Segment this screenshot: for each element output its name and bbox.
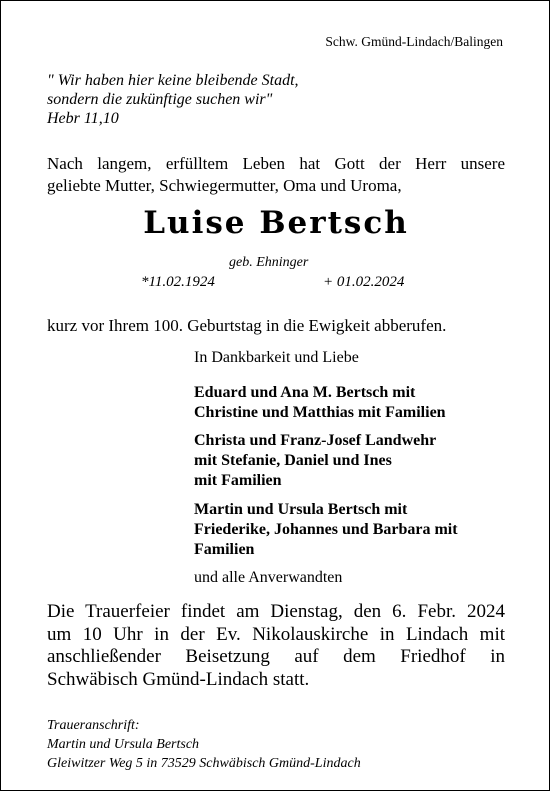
intro-line-2: geliebte Mutter, Schwiegermutter, Oma und Uroma, [47, 176, 402, 195]
service-line-3: anschließender Beisetzung auf dem Friedhof in [47, 646, 505, 667]
service-line-4: Schwäbisch Gmünd-Lindach statt. [47, 668, 310, 690]
death-date: + 01.02.2024 [323, 274, 405, 290]
family-1-line-1: Eduard und Ana M. Bertsch mit [194, 384, 416, 401]
family-2-line-2: mit Stefanie, Daniel und Ines [194, 452, 392, 469]
called-home-text: kurz vor Ihrem 100. Geburtstag in die Ewigkeit abberufen. [47, 316, 447, 335]
birth-date: *11.02.1924 [141, 274, 215, 290]
mourning-address [47, 716, 361, 773]
family-2-line-3: mit Familien [194, 472, 282, 489]
address-label: Traueranschrift: [47, 718, 140, 733]
family-3-line-3: Familien [194, 541, 255, 558]
family-1-line-2: Christine und Matthias mit Familien [194, 404, 446, 421]
bible-quote-line-1: " Wir haben hier keine bleibende Stadt, [47, 72, 299, 89]
family-2-line-1: Christa und Franz-Josef Landwehr [194, 432, 437, 449]
mourners-closing: und alle Anverwandten [194, 569, 343, 586]
mourners-heading: In Dankbarkeit und Liebe [194, 349, 359, 366]
maiden-name: geb. Ehninger [229, 255, 309, 270]
intro-line-1: Nach langem, erfülltem Leben hat Gott der Herr unsere [47, 154, 505, 173]
funeral-service-text [47, 601, 505, 691]
service-line-1: Die Trauerfeier findet am Dienstag, den 6. Febr. 2024 [47, 601, 505, 622]
intro-text [47, 153, 505, 197]
bible-quote-line-2: sondern die zukünftige suchen wir" [47, 91, 273, 108]
address-name: Martin und Ursula Bertsch [47, 737, 200, 752]
deceased-name: Luise Bertsch [143, 205, 409, 241]
location-header: Schw. Gmünd-Lindach/Balingen [325, 34, 503, 49]
family-3-line-2: Friederike, Johannes und Barbara mit [194, 521, 458, 538]
family-3-line-1: Martin und Ursula Bertsch mit [194, 501, 408, 518]
bible-reference: Hebr 11,10 [47, 110, 119, 127]
service-line-2: um 10 Uhr in der Ev. Nikolauskirche in Lindach mit [47, 623, 505, 645]
address-street: Gleiwitzer Weg 5 in 73529 Schwäbisch Gmünd-Lindach [47, 756, 361, 771]
